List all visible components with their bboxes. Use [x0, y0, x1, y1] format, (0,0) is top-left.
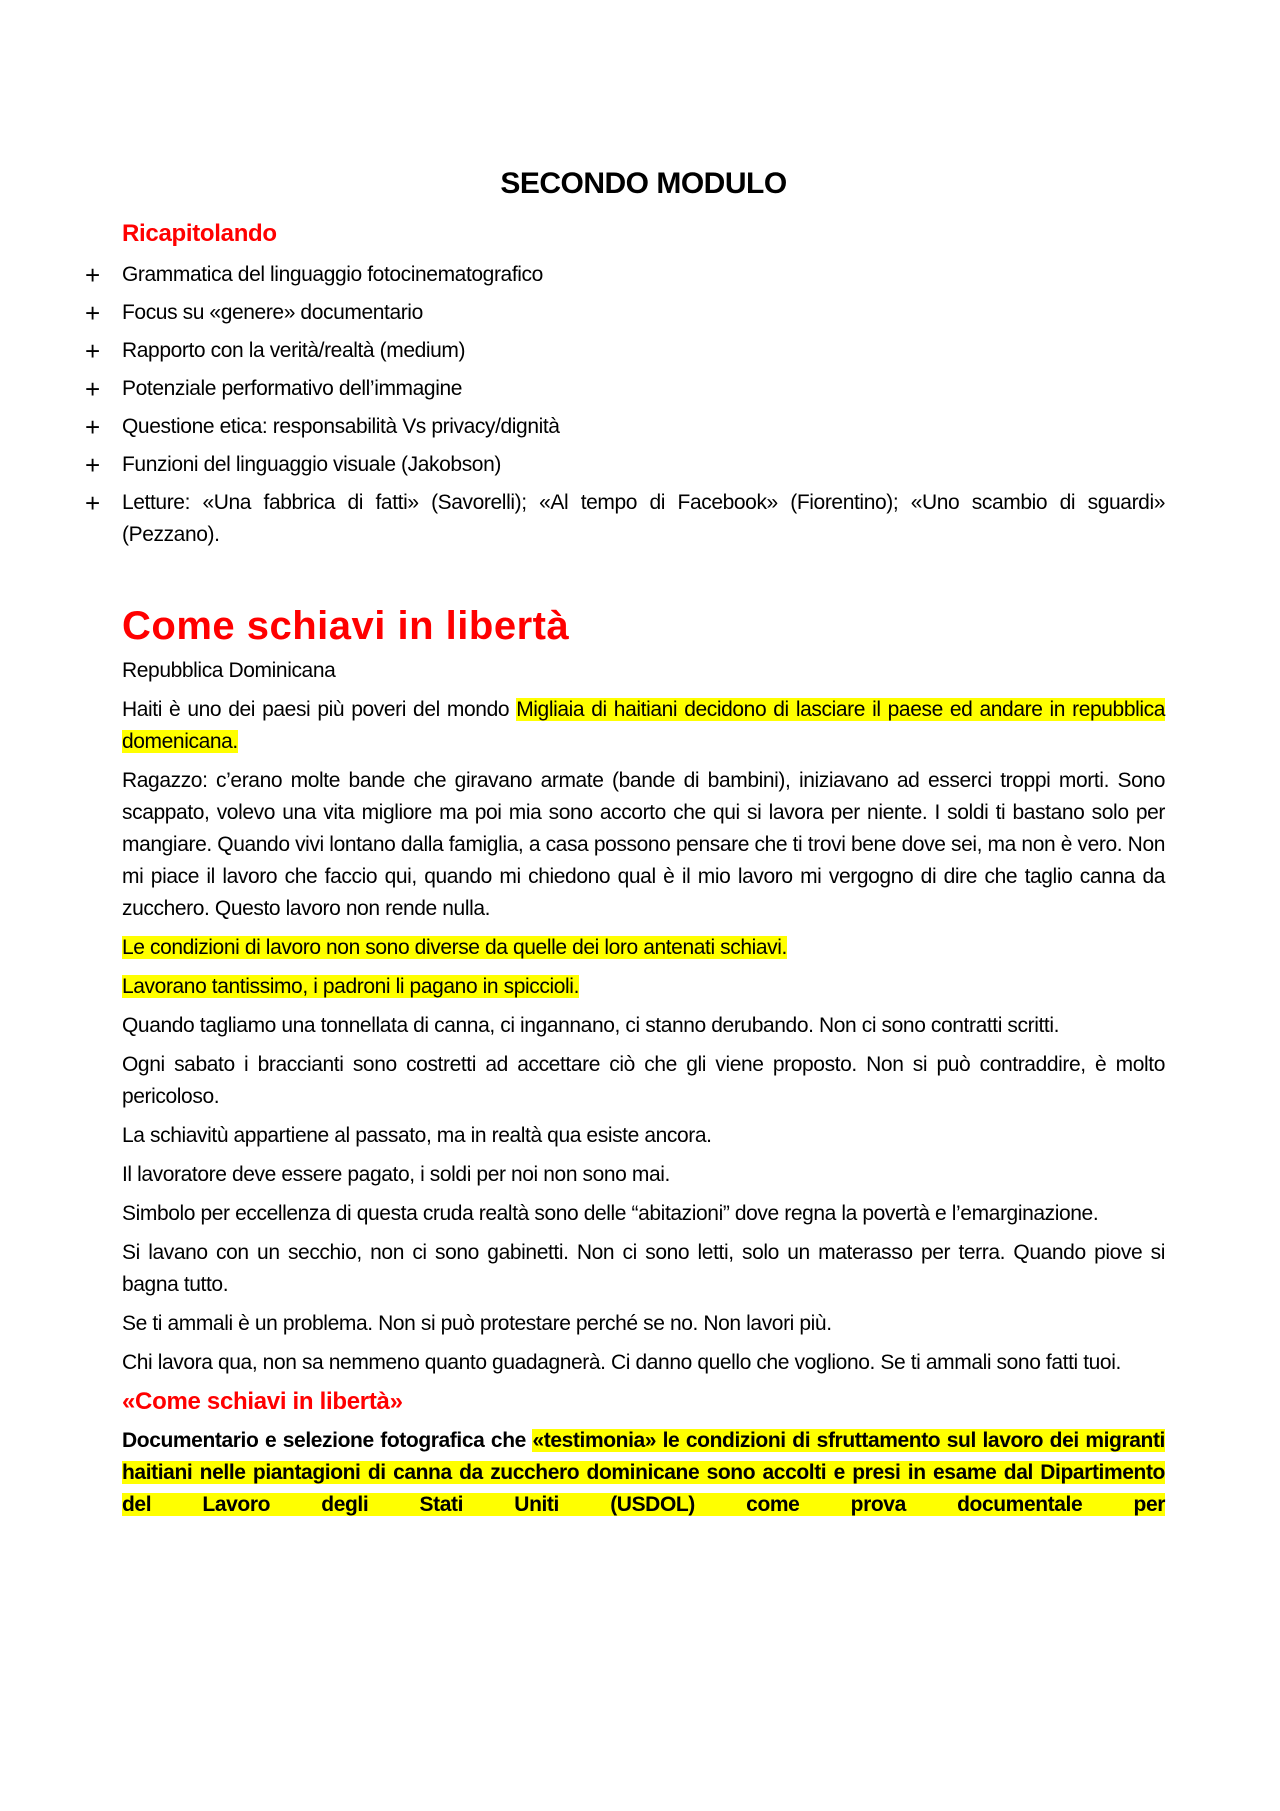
- list-item: [85, 411, 1165, 443]
- paragraph: Ogni sabato i braccianti sono costretti ad accettare ciò che gli viene proposto. Non si può contraddire, è molto pericoloso.: [122, 1053, 1165, 1108]
- list-item: [85, 449, 1165, 481]
- highlighted-text: Le condizioni di lavoro non sono diverse da quelle dei loro antenati schiavi.: [122, 936, 787, 959]
- highlight-paragraph: [122, 932, 1165, 964]
- recap-heading: Ricapitolando: [122, 220, 277, 247]
- plus-bullet-icon: +: [85, 298, 100, 328]
- list-item: [85, 297, 1165, 329]
- paragraph: Chi lavora qua, non sa nemmeno quanto guadagnerà. Ci danno quello che vogliono. Se ti ammali sono fatti tuoi.: [122, 1351, 1121, 1374]
- paragraph: Simbolo per eccellenza di questa cruda realtà sono delle “abitazioni” dove regna la povertà e l’emarginazione.: [122, 1202, 1099, 1225]
- list-item-text: Rapporto con la verità/realtà (medium): [122, 339, 466, 362]
- list-item: [85, 335, 1165, 367]
- recap-list: [85, 259, 1165, 551]
- plus-bullet-icon: +: [85, 374, 100, 404]
- document-page: [85, 166, 1166, 1521]
- country-line: Repubblica Dominicana: [122, 659, 336, 682]
- plus-bullet-icon: +: [85, 260, 100, 290]
- section-heading: Come schiavi in libertà: [122, 604, 570, 648]
- page-title: SECONDO MODULO: [500, 167, 787, 200]
- list-item: [85, 487, 1165, 551]
- highlighted-text: Lavorano tantissimo, i padroni li pagano in spiccioli.: [122, 975, 580, 998]
- plus-bullet-icon: +: [85, 488, 100, 518]
- list-item-text: Focus su «genere» documentario: [122, 301, 423, 324]
- list-item-text: Potenziale performativo dell’immagine: [122, 377, 463, 400]
- list-item-text: Grammatica del linguaggio fotocinematografico: [122, 263, 543, 286]
- highlighted-text: «testimonia» le condizioni di sfruttamento sul lavoro dei migranti haitiani nelle piantagioni di canna da zucchero dominicane sono accolti e presi in esame dal Dipartimento del Lavoro degli Stati Uniti (USDOL) come prova documentale per: [122, 1429, 1165, 1516]
- paragraph: Si lavano con un secchio, non ci sono gabinetti. Non ci sono letti, solo un materasso per terra. Quando piove si bagna tutto.: [122, 1241, 1165, 1296]
- list-item: [85, 373, 1165, 405]
- plus-bullet-icon: +: [85, 336, 100, 366]
- paragraph: La schiavitù appartiene al passato, ma in realtà qua esiste ancora.: [122, 1124, 712, 1147]
- list-item-text: Letture: «Una fabbrica di fatti» (Savorelli); «Al tempo di Facebook» (Fiorentino); «Uno scambio di sguardi» (Pezzano).: [122, 491, 1165, 546]
- highlight-paragraph: [122, 971, 1165, 1003]
- list-item-text: Questione etica: responsabilità Vs privacy/dignità: [122, 415, 560, 438]
- documentary-paragraph: [122, 1425, 1165, 1521]
- list-item: [85, 259, 1165, 291]
- plain-text: Haiti è uno dei paesi più poveri del mondo: [122, 698, 517, 721]
- plus-bullet-icon: +: [85, 412, 100, 442]
- haiti-paragraph: [122, 694, 1165, 758]
- paragraph: Quando tagliamo una tonnellata di canna, ci ingannano, ci stanno derubando. Non ci sono contratti scritti.: [122, 1014, 1060, 1037]
- plain-text: Documentario e selezione fotografica che: [122, 1429, 533, 1452]
- plus-bullet-icon: +: [85, 450, 100, 480]
- paragraph: Se ti ammali è un problema. Non si può protestare perché se no. Non lavori più.: [122, 1312, 832, 1335]
- highlighted-text: Migliaia di haitiani decidono di lasciare il paese ed andare in repubblica domenicana.: [122, 698, 1166, 753]
- ragazzo-paragraph: Ragazzo: c’erano molte bande che giravano armate (bande di bambini), iniziavano ad esserci troppi morti. Sono scappato, volevo una vita migliore ma poi mia sono accorto che qui si lavora per niente. I soldi ti bastano solo per mangiare. Quando vivi lontano dalla famiglia, a casa possono pensare che ti trovi bene dove sei, ma non è vero. Non mi piace il lavoro che faccio qui, quando mi chiedono qual è il mio lavoro mi vergogno di dire che taglio canna da zucchero. Questo lavoro non rende nulla.: [122, 769, 1165, 920]
- list-item-text: Funzioni del linguaggio visuale (Jakobson): [122, 453, 501, 476]
- subheading: «Come schiavi in libertà»: [122, 1388, 403, 1415]
- paragraph: Il lavoratore deve essere pagato, i soldi per noi non sono mai.: [122, 1163, 670, 1186]
